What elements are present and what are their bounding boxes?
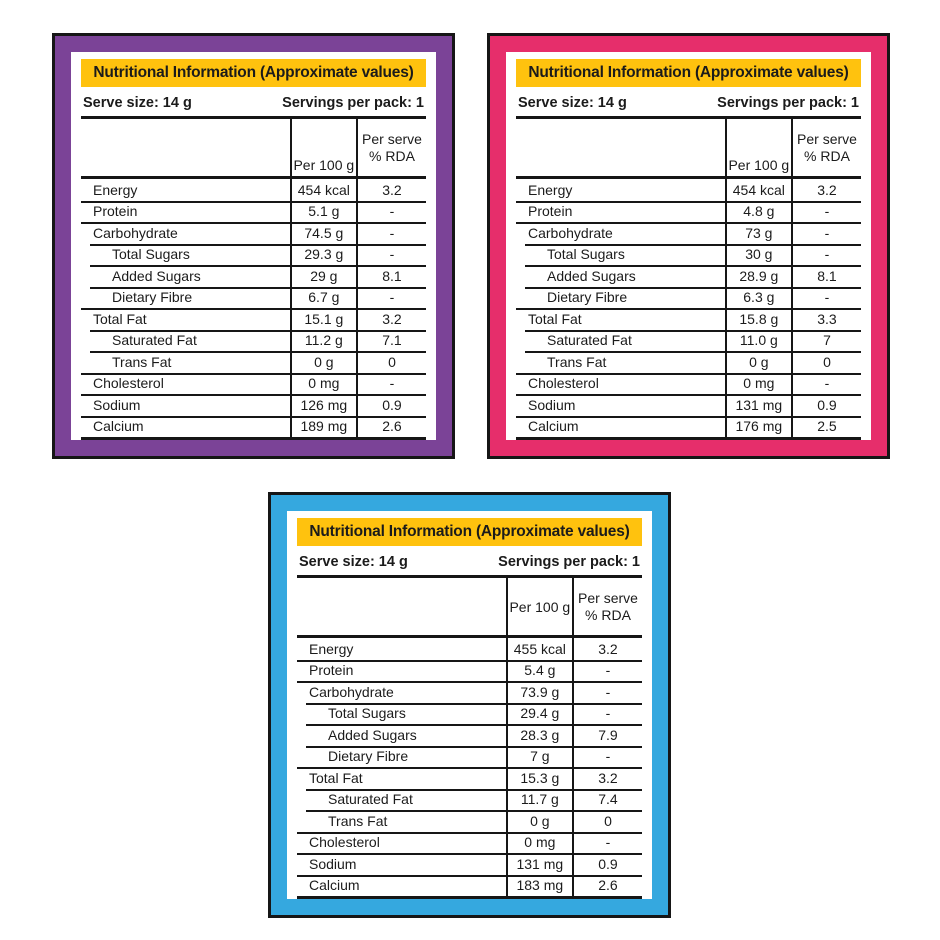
row-rda-value: 8.1 <box>791 265 861 287</box>
row-label: Total Fat <box>93 310 147 327</box>
serve-info-row <box>516 95 861 116</box>
row-label: Added Sugars <box>112 267 201 284</box>
row-per-100g-value: 183 mg <box>506 875 572 897</box>
table-row <box>81 373 426 395</box>
row-rda-value: - <box>572 660 642 682</box>
servings-per-pack-label: Servings per pack: 1 <box>282 95 424 111</box>
row-rda-value: - <box>356 222 426 244</box>
row-per-100g-value: 15.1 g <box>290 308 356 330</box>
card-panel <box>287 511 652 899</box>
row-rda-value: 7.4 <box>572 789 642 811</box>
row-per-100g-value: 29.3 g <box>290 244 356 266</box>
row-rda-value: 7.9 <box>572 724 642 746</box>
row-label: Sodium <box>93 396 141 413</box>
table-row <box>297 767 642 789</box>
column-header-blank <box>516 119 725 176</box>
row-label: Saturated Fat <box>112 332 197 349</box>
row-rda-value: 7.1 <box>356 330 426 352</box>
card-panel <box>71 52 436 440</box>
row-label: Dietary Fibre <box>328 748 409 765</box>
row-per-100g-value: 0 mg <box>725 373 791 395</box>
table-row <box>516 265 861 287</box>
row-per-100g-value: 6.7 g <box>290 287 356 309</box>
row-label: Dietary Fibre <box>112 289 193 306</box>
nutrition-table <box>516 116 861 440</box>
row-label: Total Sugars <box>112 246 190 263</box>
row-per-100g-value: 126 mg <box>290 394 356 416</box>
row-per-100g-value: 131 mg <box>506 853 572 875</box>
card-title: Nutritional Information (Approximate values) <box>93 64 414 81</box>
row-per-100g-value: 7 g <box>506 746 572 768</box>
row-per-100g-value: 28.9 g <box>725 265 791 287</box>
row-label: Calcium <box>528 418 579 435</box>
row-rda-value: 0 <box>572 810 642 832</box>
column-header-per-100g: Per 100 g <box>725 119 791 176</box>
row-label: Cholesterol <box>528 375 599 392</box>
row-rda-value: 3.3 <box>791 308 861 330</box>
row-per-100g-value: 11.7 g <box>506 789 572 811</box>
row-label: Protein <box>528 203 573 220</box>
row-rda-value: - <box>356 287 426 309</box>
row-rda-value: 2.5 <box>791 416 861 438</box>
card-title: Nutritional Information (Approximate values) <box>528 64 849 81</box>
card-title-bar <box>516 59 861 87</box>
row-rda-value: 8.1 <box>356 265 426 287</box>
row-per-100g-value: 0 mg <box>506 832 572 854</box>
row-per-100g-value: 28.3 g <box>506 724 572 746</box>
serve-info-row <box>81 95 426 116</box>
row-rda-value: - <box>791 244 861 266</box>
row-label: Total Sugars <box>328 705 406 722</box>
row-rda-value: 3.2 <box>356 308 426 330</box>
table-row <box>81 330 426 352</box>
table-row <box>297 724 642 746</box>
column-header-blank <box>81 119 290 176</box>
row-per-100g-value: 131 mg <box>725 394 791 416</box>
column-header-per-serve-rda <box>572 578 642 635</box>
table-row <box>297 810 642 832</box>
table-header-row <box>297 578 642 638</box>
row-rda-value: 3.2 <box>572 638 642 660</box>
serve-size-label: Serve size: 14 g <box>299 554 408 570</box>
table-row <box>81 265 426 287</box>
table-row <box>516 222 861 244</box>
nutrition-table <box>297 575 642 899</box>
row-label: Energy <box>93 181 138 198</box>
nutrition-card-pink <box>487 33 890 459</box>
row-label: Sodium <box>309 855 357 872</box>
table-row <box>81 244 426 266</box>
table-body <box>297 638 642 896</box>
servings-per-pack-label: Servings per pack: 1 <box>717 95 859 111</box>
table-row <box>297 746 642 768</box>
row-per-100g-value: 5.4 g <box>506 660 572 682</box>
row-per-100g-value: 454 kcal <box>725 179 791 201</box>
table-row <box>81 416 426 438</box>
row-rda-value: 7 <box>791 330 861 352</box>
row-per-100g-value: 0 g <box>506 810 572 832</box>
row-rda-value: - <box>572 703 642 725</box>
row-label: Calcium <box>309 877 360 894</box>
row-rda-value: 3.2 <box>572 767 642 789</box>
table-row <box>516 287 861 309</box>
rda-header-line2: % RDA <box>369 147 415 164</box>
table-row <box>516 330 861 352</box>
row-per-100g-value: 29 g <box>290 265 356 287</box>
row-per-100g-value: 6.3 g <box>725 287 791 309</box>
row-rda-value: 3.2 <box>791 179 861 201</box>
column-header-per-100g: Per 100 g <box>290 119 356 176</box>
row-label: Carbohydrate <box>528 224 613 241</box>
column-header-per-serve-rda <box>356 119 426 176</box>
row-rda-value: - <box>356 373 426 395</box>
table-row <box>81 394 426 416</box>
card-title-bar <box>297 518 642 546</box>
table-row <box>516 308 861 330</box>
table-body <box>81 179 426 437</box>
row-label: Added Sugars <box>547 267 636 284</box>
table-row <box>297 703 642 725</box>
row-label: Calcium <box>93 418 144 435</box>
rda-header-line1: Per serve <box>578 589 638 606</box>
row-label: Sodium <box>528 396 576 413</box>
row-per-100g-value: 11.0 g <box>725 330 791 352</box>
table-row <box>81 287 426 309</box>
table-row <box>297 789 642 811</box>
row-label: Saturated Fat <box>328 791 413 808</box>
row-per-100g-value: 454 kcal <box>290 179 356 201</box>
row-label: Trans Fat <box>328 812 388 829</box>
table-row <box>81 222 426 244</box>
table-row <box>81 179 426 201</box>
table-row <box>516 416 861 438</box>
row-label: Cholesterol <box>309 834 380 851</box>
row-rda-value: 0.9 <box>356 394 426 416</box>
row-per-100g-value: 73.9 g <box>506 681 572 703</box>
row-rda-value: 0 <box>356 351 426 373</box>
column-header-per-100g: Per 100 g <box>506 578 572 635</box>
row-rda-value: - <box>572 746 642 768</box>
table-row <box>297 832 642 854</box>
row-rda-value: 0.9 <box>791 394 861 416</box>
column-header-blank <box>297 578 506 635</box>
table-row <box>516 351 861 373</box>
serve-info-row <box>297 554 642 575</box>
row-per-100g-value: 74.5 g <box>290 222 356 244</box>
table-row <box>297 638 642 660</box>
row-per-100g-value: 176 mg <box>725 416 791 438</box>
table-row <box>297 681 642 703</box>
row-label: Protein <box>309 662 354 679</box>
row-label: Total Fat <box>309 769 363 786</box>
row-rda-value: 0 <box>791 351 861 373</box>
rda-header-line1: Per serve <box>362 130 422 147</box>
row-label: Protein <box>93 203 138 220</box>
row-per-100g-value: 4.8 g <box>725 201 791 223</box>
card-panel <box>506 52 871 440</box>
row-label: Trans Fat <box>547 353 607 370</box>
row-rda-value: - <box>791 222 861 244</box>
row-per-100g-value: 189 mg <box>290 416 356 438</box>
row-rda-value: 0.9 <box>572 853 642 875</box>
table-row <box>297 875 642 897</box>
row-label: Energy <box>528 181 573 198</box>
row-label: Energy <box>309 640 354 657</box>
nutrition-card-blue <box>268 492 671 918</box>
rda-header-line2: % RDA <box>804 147 850 164</box>
nutrition-card-purple <box>52 33 455 459</box>
table-body <box>516 179 861 437</box>
table-header-row <box>516 119 861 179</box>
table-header-row <box>81 119 426 179</box>
row-rda-value: 2.6 <box>356 416 426 438</box>
row-label: Total Fat <box>528 310 582 327</box>
row-per-100g-value: 11.2 g <box>290 330 356 352</box>
row-rda-value: - <box>572 681 642 703</box>
serve-size-label: Serve size: 14 g <box>83 95 192 111</box>
row-rda-value: 2.6 <box>572 875 642 897</box>
row-per-100g-value: 0 mg <box>290 373 356 395</box>
serve-size-label: Serve size: 14 g <box>518 95 627 111</box>
row-rda-value: - <box>791 201 861 223</box>
row-per-100g-value: 455 kcal <box>506 638 572 660</box>
row-per-100g-value: 0 g <box>725 351 791 373</box>
table-row <box>81 201 426 223</box>
nutrition-table <box>81 116 426 440</box>
row-label: Cholesterol <box>93 375 164 392</box>
row-label: Dietary Fibre <box>547 289 628 306</box>
row-per-100g-value: 73 g <box>725 222 791 244</box>
row-per-100g-value: 30 g <box>725 244 791 266</box>
column-header-per-serve-rda <box>791 119 861 176</box>
table-row <box>516 394 861 416</box>
rda-header-line1: Per serve <box>797 130 857 147</box>
row-rda-value: - <box>356 244 426 266</box>
card-title: Nutritional Information (Approximate values) <box>309 523 630 540</box>
row-label: Added Sugars <box>328 726 417 743</box>
row-per-100g-value: 5.1 g <box>290 201 356 223</box>
row-per-100g-value: 15.8 g <box>725 308 791 330</box>
table-row <box>297 853 642 875</box>
card-title-bar <box>81 59 426 87</box>
table-row <box>297 660 642 682</box>
table-row <box>516 373 861 395</box>
row-per-100g-value: 15.3 g <box>506 767 572 789</box>
servings-per-pack-label: Servings per pack: 1 <box>498 554 640 570</box>
row-label: Total Sugars <box>547 246 625 263</box>
row-rda-value: - <box>572 832 642 854</box>
row-label: Carbohydrate <box>93 224 178 241</box>
table-row <box>516 179 861 201</box>
rda-header-line2: % RDA <box>585 606 631 623</box>
row-per-100g-value: 29.4 g <box>506 703 572 725</box>
row-label: Trans Fat <box>112 353 172 370</box>
table-row <box>516 244 861 266</box>
row-rda-value: - <box>791 287 861 309</box>
row-rda-value: - <box>791 373 861 395</box>
row-label: Saturated Fat <box>547 332 632 349</box>
table-row <box>81 351 426 373</box>
row-label: Carbohydrate <box>309 683 394 700</box>
table-row <box>516 201 861 223</box>
table-row <box>81 308 426 330</box>
row-rda-value: 3.2 <box>356 179 426 201</box>
row-per-100g-value: 0 g <box>290 351 356 373</box>
row-rda-value: - <box>356 201 426 223</box>
